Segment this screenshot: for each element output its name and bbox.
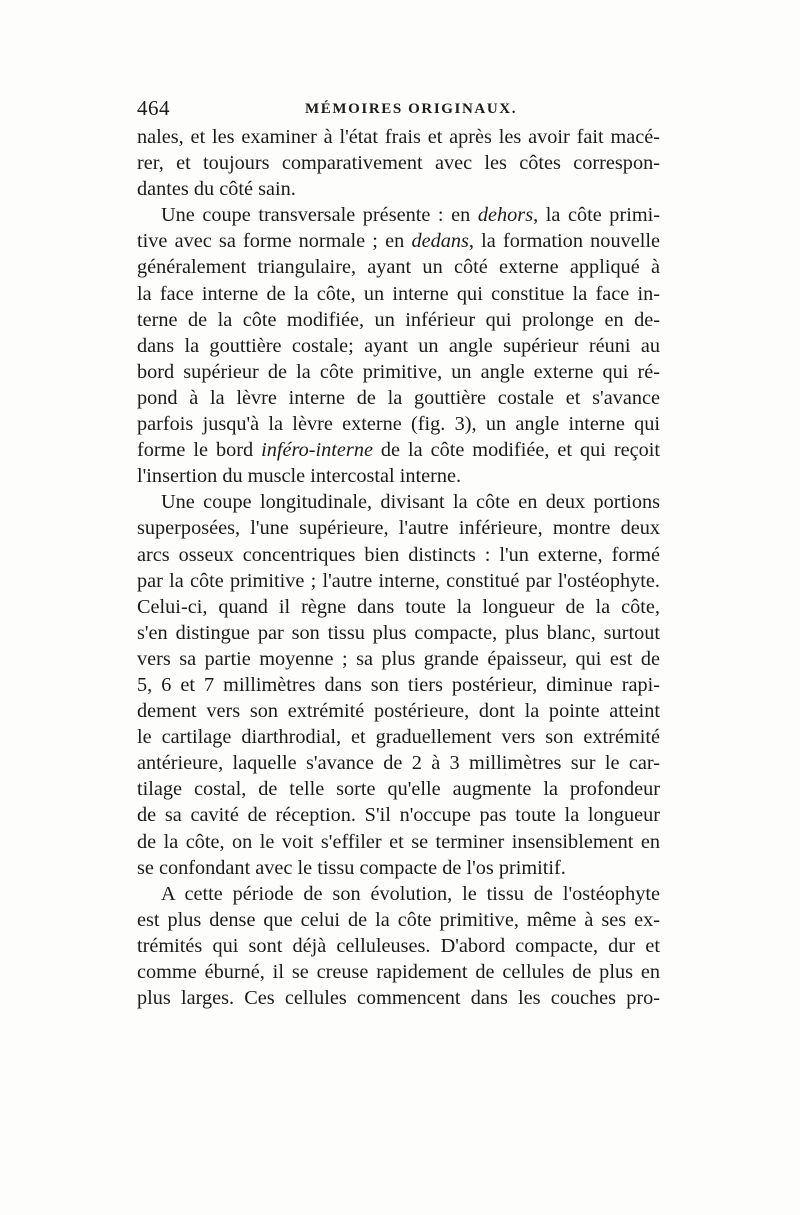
paragraph xyxy=(137,202,660,489)
text-line: 5, 6 et 7 millimètres dans son tiers postérieur, diminue rapi- xyxy=(137,673,660,696)
text-line: s'en distingue par son tissu plus compacte, plus blanc, surtout xyxy=(137,621,660,644)
text-line: bord supérieur de la côte primitive, un angle externe qui ré- xyxy=(137,360,660,383)
text-line: de la côte, on le voit s'effiler et se terminer insensiblement en xyxy=(137,830,660,853)
text-line: généralement triangulaire, ayant un côté externe appliqué à xyxy=(137,256,660,279)
text-line: comme éburné, il se creuse rapidement de cellules de plus en xyxy=(137,961,660,983)
italic-term: inféro-interne xyxy=(261,439,373,462)
text-line: tilage costal, de telle sorte qu'elle augmente la profondeur xyxy=(137,778,660,801)
text-line: pond à la lèvre interne de la gouttière costale et s'avance xyxy=(137,386,660,409)
text-line: antérieure, laquelle s'avance de 2 à 3 millimètres sur le car- xyxy=(137,752,660,775)
text-line: arcs osseux concentriques bien distincts : l'un externe, formé xyxy=(137,543,660,566)
text-line: vers sa partie moyenne ; sa plus grande épaisseur, qui est de xyxy=(137,647,660,670)
paragraph xyxy=(137,881,660,1011)
page-number: 464 xyxy=(137,96,170,120)
text-line: nales, et les examiner à l'état frais et après les avoir fait macé- xyxy=(137,126,660,148)
text-line: est plus dense que celui de la côte primitive, même à ses ex- xyxy=(137,908,660,931)
text-line: parfois jusqu'à la lèvre externe (fig. 3), un angle interne qui xyxy=(137,413,660,436)
text-line: plus larges. Ces cellules commencent dans les couches pro- xyxy=(137,987,660,1010)
text-line: le cartilage diarthrodial, et graduellement vers son extrémité xyxy=(137,726,660,749)
running-head: MÉMOIRES ORIGINAUX. xyxy=(305,101,518,117)
page-header xyxy=(137,96,660,126)
paragraph xyxy=(137,489,660,880)
text-line: dans la gouttière costale; ayant un angle supérieur réuni au xyxy=(137,334,660,357)
text-line: dantes du côté sain. xyxy=(137,178,296,201)
italic-term: dehors xyxy=(477,204,534,227)
text-line: de sa cavité de réception. S'il n'occupe pas toute la longueur xyxy=(137,804,660,827)
text-line: terne de la côte modifiée, un inférieur qui prolonge en de- xyxy=(137,308,660,331)
text-line: la face interne de la côte, un interne qui constitue la face in- xyxy=(137,282,660,305)
text-line: A cette période de son évolution, le tissu de l'ostéophyte xyxy=(161,882,660,905)
text-line: l'insertion du muscle intercostal interne. xyxy=(137,465,462,488)
text-line: trémités qui sont déjà celluleuses. D'abord compacte, dur et xyxy=(137,934,660,957)
body-text xyxy=(137,124,660,1011)
italic-term: dedans xyxy=(411,230,469,253)
text-line: Une coupe transversale présente : en dehors, la côte primi- xyxy=(161,204,660,227)
text-line: Celui-ci, quand il règne dans toute la longueur de la côte, xyxy=(137,595,660,618)
text-line: se confondant avec le tissu compacte de l'os primitif. xyxy=(137,856,566,879)
text-line: tive avec sa forme normale ; en dedans, la formation nouvelle xyxy=(137,230,660,253)
text-line: rer, et toujours comparativement avec les côtes correspon- xyxy=(137,152,660,175)
text-line: dement vers son extrémité postérieure, dont la pointe atteint xyxy=(137,700,660,723)
text-line: Une coupe longitudinale, divisant la côte en deux portions xyxy=(161,491,660,514)
paragraph xyxy=(137,124,660,202)
text-line: forme le bord inféro-interne de la côte modifiée, et qui reçoit xyxy=(137,439,660,462)
text-line: superposées, l'une supérieure, l'autre inférieure, montre deux xyxy=(137,517,660,540)
text-line: par la côte primitive ; l'autre interne, constitué par l'ostéophyte. xyxy=(137,569,660,592)
